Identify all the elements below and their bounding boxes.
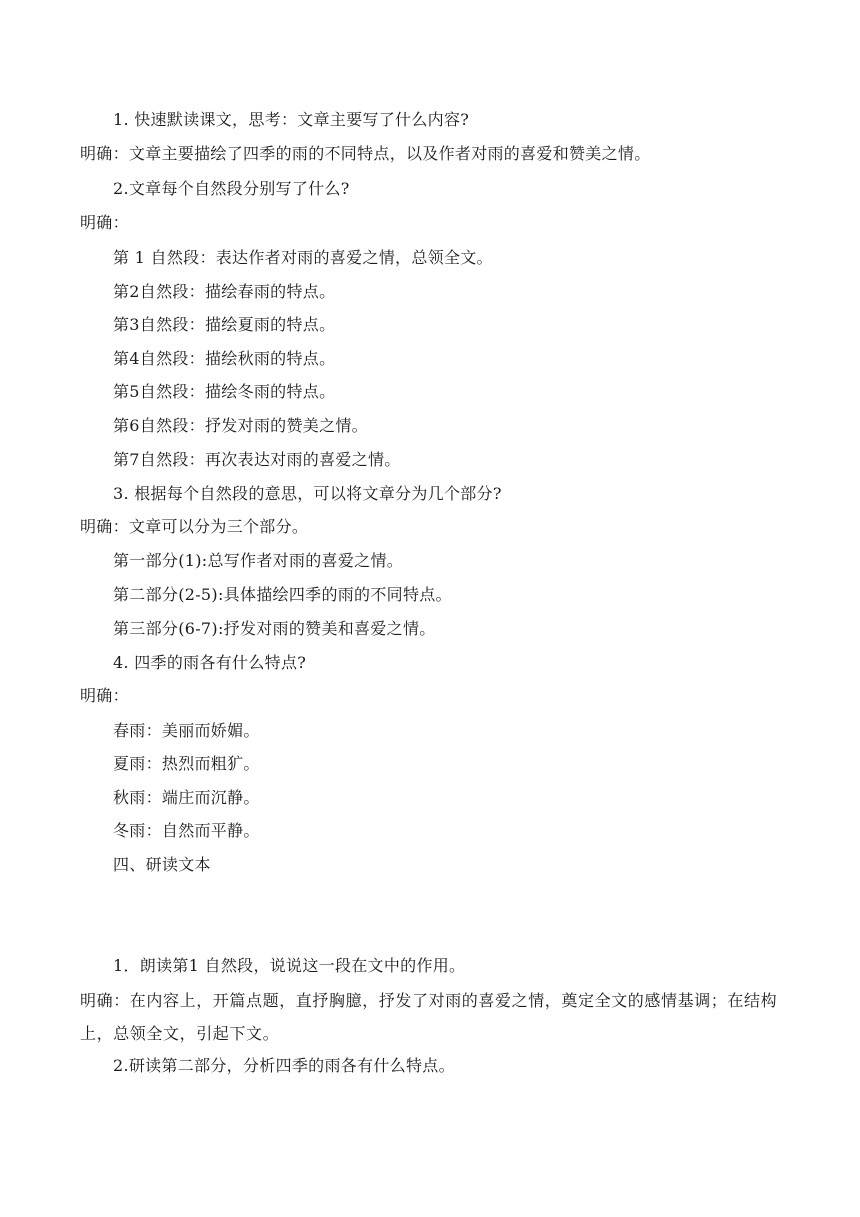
- paragraph-summary-2: 第2自然段：描绘春雨的特点。: [113, 282, 336, 301]
- part-2: 第二部分(2-5):具体描绘四季的雨的不同特点。: [113, 585, 452, 604]
- paragraph-summary-3: 第3自然段：描绘夏雨的特点。: [113, 315, 336, 334]
- question-2: 2.文章每个自然段分别写了什么?: [113, 179, 350, 198]
- question-3: 3. 根据每个自然段的意思，可以将文章分为几个部分?: [113, 484, 502, 503]
- paragraph-summary-1: 第 1 自然段：表达作者对雨的喜爱之情，总领全文。: [113, 248, 493, 267]
- paragraph-summary-7: 第7自然段：再次表达对雨的喜爱之情。: [113, 450, 401, 469]
- part-3: 第三部分(6-7):抒发对雨的赞美和喜爱之情。: [113, 619, 436, 638]
- answer-1: 明确：文章主要描绘了四季的雨的不同特点，以及作者对雨的喜爱和赞美之情。: [80, 144, 651, 163]
- paragraph-summary-6: 第6自然段：抒发对雨的赞美之情。: [113, 416, 368, 435]
- answer-4-label: 明确：: [80, 686, 129, 705]
- study-question-2: 2.研读第二部分，分析四季的雨各有什么特点。: [113, 1056, 455, 1075]
- answer-3: 明确：文章可以分为三个部分。: [80, 517, 309, 536]
- question-4: 4. 四季的雨各有什么特点?: [113, 653, 307, 672]
- study-answer-1: 明确：在内容上，开篇点题，直抒胸臆，抒发了对雨的喜爱之情，奠定全文的感情基调；在结构上，总领全文，引起下文。: [80, 991, 778, 1043]
- part-1: 第一部分(1):总写作者对雨的喜爱之情。: [113, 551, 404, 570]
- answer-2-label: 明确：: [80, 213, 129, 232]
- study-question-1: 1．朗读第1 自然段，说说这一段在文中的作用。: [113, 956, 466, 975]
- paragraph-summary-5: 第5自然段：描绘冬雨的特点。: [113, 382, 336, 401]
- season-spring: 春雨：美丽而娇媚。: [113, 721, 260, 740]
- season-winter: 冬雨：自然而平静。: [113, 821, 260, 840]
- paragraph-summary-4: 第4自然段：描绘秋雨的特点。: [113, 349, 336, 368]
- question-1: 1. 快速默读课文，思考：文章主要写了什么内容?: [113, 110, 470, 129]
- season-autumn: 秋雨：端庄而沉静。: [113, 788, 260, 807]
- season-summer: 夏雨：热烈而粗犷。: [113, 754, 260, 773]
- section-heading: 四、研读文本: [113, 855, 211, 874]
